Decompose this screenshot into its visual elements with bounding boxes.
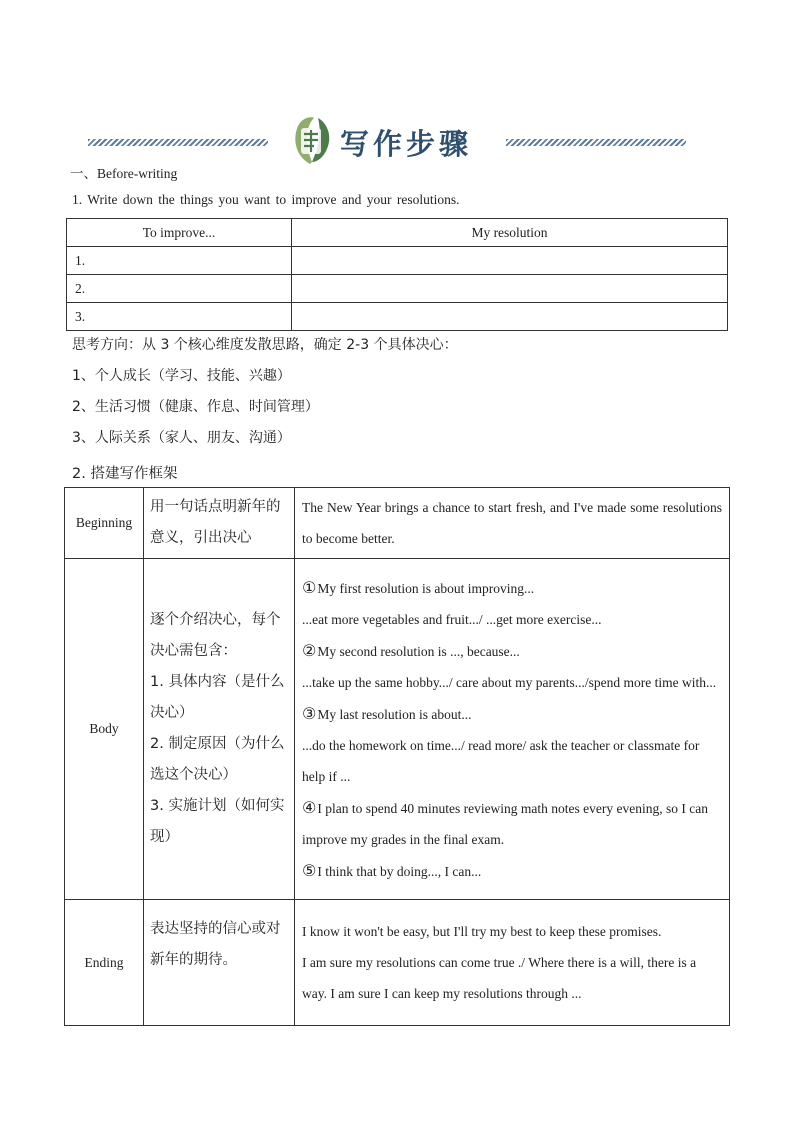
row-sample	[295, 559, 730, 900]
table-cell	[292, 275, 728, 303]
row-guidance: 用一句话点明新年的意义，引出决心	[144, 488, 295, 559]
row-guidance	[144, 559, 295, 900]
thinking-item: 2、生活习惯（健康、作息、时间管理）	[72, 399, 319, 415]
row-sample	[295, 900, 730, 1026]
sample-line: ②My second resolution is ..., because...	[302, 640, 520, 660]
table-header-row	[67, 219, 728, 247]
table-cell: 2.	[67, 275, 292, 303]
thinking-intro: 思考方向：从 3 个核心维度发散思路，确定 2-3 个具体决心：	[72, 337, 458, 353]
table-row	[67, 303, 728, 331]
circled-number: ⑤	[302, 860, 317, 880]
sample-line: ①My first resolution is about improving...	[302, 577, 535, 597]
guidance-line: 3. 实施计划（如何实现）	[150, 798, 285, 845]
thinking-item: 3、人际关系（家人、朋友、沟通）	[72, 430, 291, 446]
circled-number: ④	[302, 797, 317, 817]
table-cell: 3.	[67, 303, 292, 331]
circled-number: ①	[302, 577, 317, 597]
banner-stripe-left	[88, 139, 268, 146]
banner-title: 写作步骤	[340, 127, 473, 161]
row-label: Ending	[65, 900, 144, 1026]
circled-number: ③	[302, 703, 317, 723]
guidance-line: 逐个介绍决心，每个决心需包含：	[150, 612, 281, 659]
column-header: To improve...	[67, 219, 292, 247]
sample-line: ③My last resolution is about...	[302, 703, 472, 723]
sample-line: I am sure my resolutions can come true ./ Where there is a will, there is a way. I am sure I can keep my resolutions through ...	[302, 955, 697, 1001]
leaf-emblem-icon	[288, 112, 334, 168]
question-1: 1. Write down the things you want to improve and your resolutions.	[72, 192, 460, 207]
section-banner	[88, 112, 688, 168]
sample-line: ⑤I think that by doing..., I can...	[302, 860, 482, 880]
sample-line: I know it won't be easy, but I'll try my best to keep these promises.	[302, 924, 662, 939]
writing-framework-table	[64, 487, 730, 1026]
row-guidance: 表达坚持的信心或对新年的期待。	[144, 900, 295, 1026]
sample-line: ④I plan to spend 40 minutes reviewing math notes every evening, so I can improve my grades in the final exam.	[302, 797, 708, 847]
sample-line: ...take up the same hobby.../ care about my parents.../spend more time with...	[302, 674, 717, 690]
guidance-line: 1. 具体内容（是什么决心）	[150, 674, 285, 721]
row-sample: The New Year brings a chance to start fresh, and I've made some resolutions to become better.	[295, 488, 730, 559]
question-2: 2. 搭建写作框架	[72, 466, 178, 482]
improvement-table	[66, 218, 728, 331]
table-cell	[292, 247, 728, 275]
section-heading: 一、Before-writing	[70, 166, 178, 181]
banner-stripe-right	[506, 139, 686, 146]
sample-line: ...eat more vegetables and fruit.../ ...get more exercise...	[302, 611, 602, 627]
table-row-body	[65, 559, 730, 900]
table-cell	[292, 303, 728, 331]
column-header: My resolution	[292, 219, 728, 247]
sample-line: ...do the homework on time.../ read more/ ask the teacher or classmate for help if ...	[302, 737, 700, 784]
guidance-line: 2. 制定原因（为什么选这个决心）	[150, 736, 285, 783]
table-row	[67, 247, 728, 275]
table-row	[67, 275, 728, 303]
table-cell: 1.	[67, 247, 292, 275]
row-label: Body	[65, 559, 144, 900]
circled-number: ②	[302, 640, 317, 660]
thinking-item: 1、个人成长（学习、技能、兴趣）	[72, 368, 291, 384]
table-row-ending	[65, 900, 730, 1026]
row-label: Beginning	[65, 488, 144, 559]
table-row-beginning	[65, 488, 730, 559]
